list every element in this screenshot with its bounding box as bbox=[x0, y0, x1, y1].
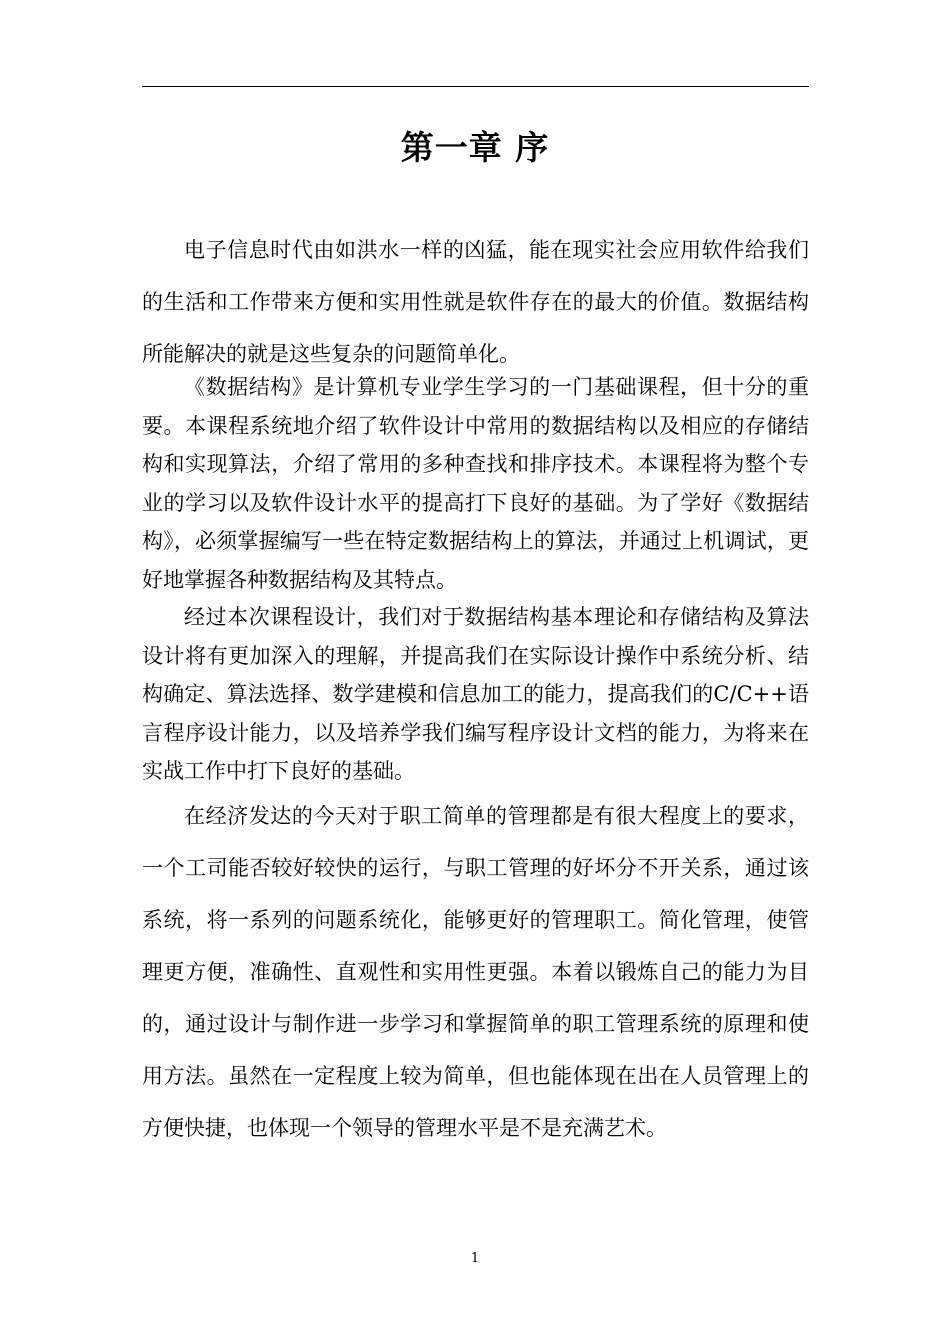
paragraph-system: 在经济发达的今天对于职工简单的管理都是有很大程度上的要求，一个工司能否较好较快的运行，与职工管理的好坏分不开关系，通过该系统，将一系列的问题系统化，能够更好的管理职工。简化管理，使管理更方便，准确性、直观性和实用性更强。本着以锻炼自己的能力为目的，通过设计与制作进一步学习和掌握简单的职工管理系统的原理和使用方法。虽然在一定程度上较为简单，但也能体现在出在人员管理上的方便快捷，也体现一个领导的管理水平是不是充满艺术。 bbox=[142, 804, 809, 1140]
chapter-title: 第一章 序 bbox=[400, 128, 550, 167]
paragraph-design: 经过本次课程设计，我们对于数据结构基本理论和存储结构及算法设计将有更加深入的理解，并提高我们在实际设计操作中系统分析、结构确定、算法选择、数学建模和信息加工的能力，提高我们的C/C++语言程序设计能力，以及培养学我们编写程序设计文档的能力，为将来在实战工作中打下良好的基础。 bbox=[142, 605, 809, 783]
page-number: 1 bbox=[470, 1251, 480, 1266]
paragraph-intro: 电子信息时代由如洪水一样的凶猛，能在现实社会应用软件给我们的生活和工作带来方便和实用性就是软件存在的最大的价值。数据结构所能解决的就是这些复杂的问题简单化。 bbox=[142, 238, 809, 366]
header-rule bbox=[142, 86, 809, 87]
paragraph-course: 《数据结构》是计算机专业学生学习的一门基础课程，但十分的重要。本课程系统地介绍了软件设计中常用的数据结构以及相应的存储结构和实现算法，介绍了常用的多种查找和排序技术。本课程将为整个专业的学习以及软件设计水平的提高打下良好的基础。为了学好《数据结构》，必须掌握编写一些在特定数据结构上的算法，并通过上机调试，更好地掌握各种数据结构及其特点。 bbox=[142, 375, 809, 592]
